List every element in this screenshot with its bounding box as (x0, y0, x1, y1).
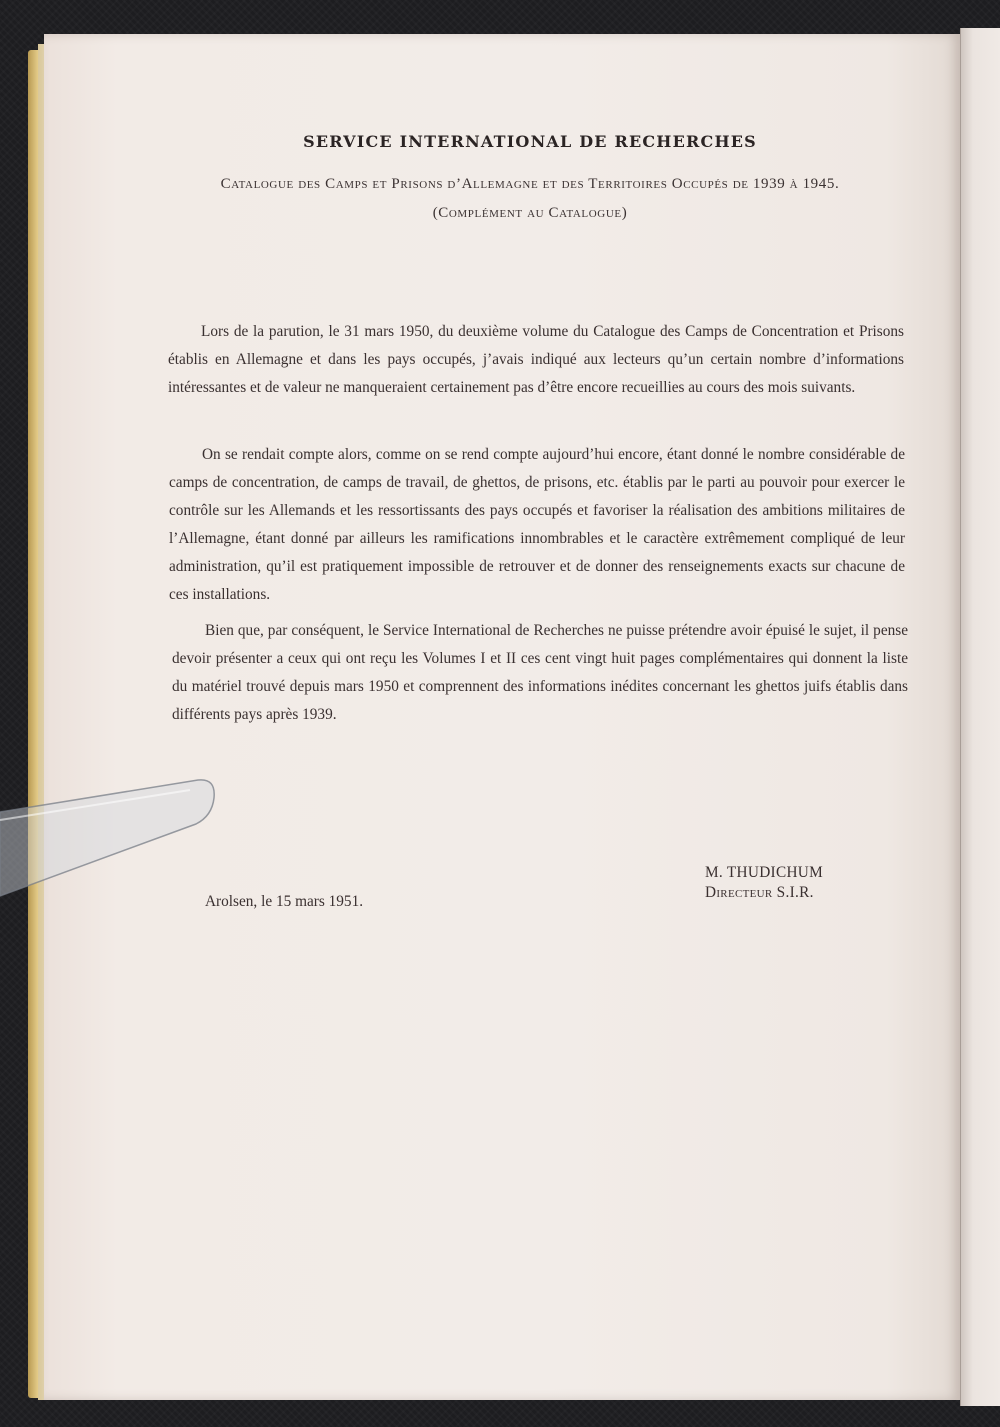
page-subtitle-complement: (Complément au Catalogue) (432, 205, 628, 221)
page-subtitle: Catalogue des Camps et Prisons d’Allemagne et des Territoires Occupés de 1939 à 1945. (220, 176, 840, 192)
place-date: Arolsen, le 15 mars 1951. (205, 893, 364, 910)
signatory-title: Directeur S.I.R. (705, 884, 814, 901)
facing-page (960, 28, 1000, 1406)
body-paragraph-1: Lors de la parution, le 31 mars 1950, du deuxième volume du Catalogue des Camps de Concentration et Prisons établis en Allemagne et dans les pays occupés, j’avais indiqué aux lecteurs qu’un certain nombre d’informations intéressantes et de valeur ne manqueraient certainement pas d’être encore recueillies au cours des mois suivants. (168, 323, 904, 396)
page-title: SERVICE INTERNATIONAL DE RECHERCHES (303, 132, 757, 151)
page-holder-spatula (0, 760, 240, 920)
body-paragraph-3: Bien que, par conséquent, le Service International de Recherches ne puisse prétendre avoir épuisé le sujet, il pense devoir présenter a ceux qui ont reçu les Volumes I et II ces cent vingt huit pages complémentaires qui donnent la liste du matériel trouvé depuis mars 1950 et comprennent des informations inédites concernant les ghettos juifs établis dans différents pays après 1939. (172, 622, 908, 723)
signatory-name: M. THUDICHUM (705, 864, 824, 881)
body-paragraph-2: On se rendait compte alors, comme on se rend compte aujourd’hui encore, étant donné le nombre considérable de camps de concentration, de camps de travail, de ghettos, de prisons, etc. établis par le parti au pouvoir pour exercer le contrôle sur les Allemands et les ressortissants des pays occupés et favoriser la réalisation des ambitions militaires de l’Allemagne, étant donné par ailleurs les ramifications innombrables et le caractère extrêmement compliqué de leur administration, qu’il est pratiquement impossible de retrouver et de donner des renseignements exacts sur chacune de ces installations. (169, 446, 905, 603)
